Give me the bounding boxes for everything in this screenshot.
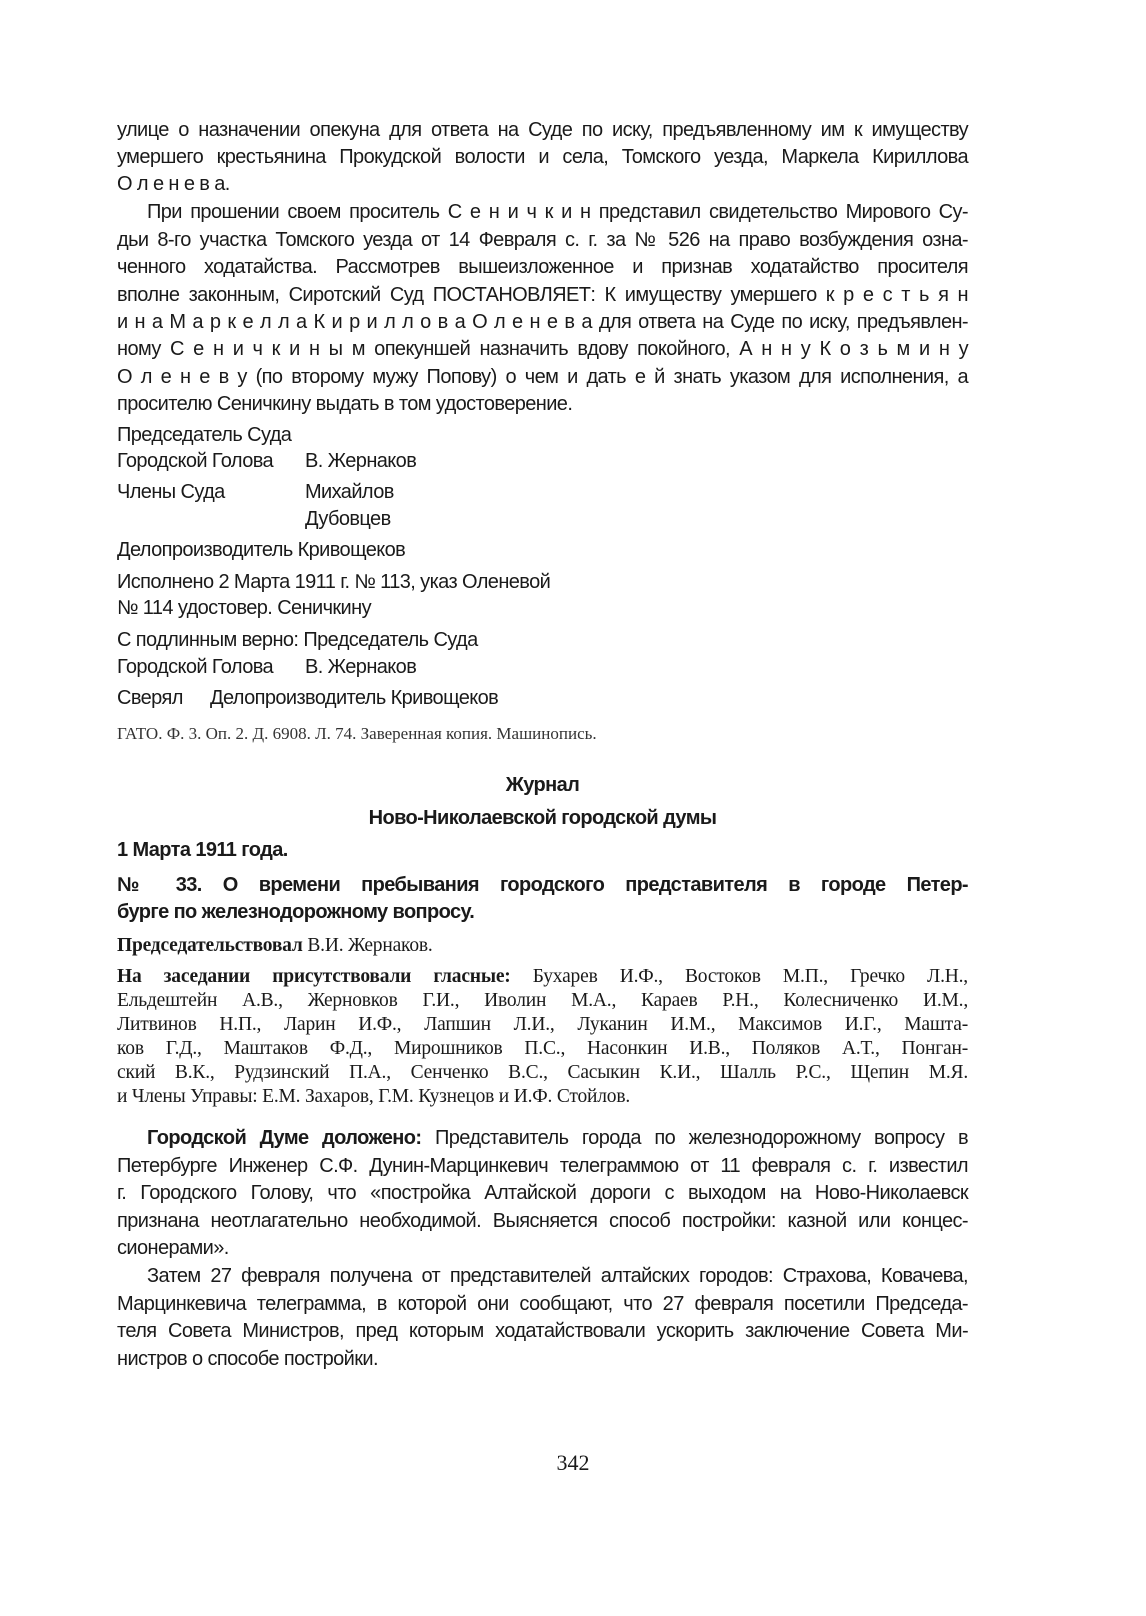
text-line: При прошении своем проситель С е н и ч к и н представил свидетельство Мирового Су- <box>147 201 968 223</box>
text-line: Затем 27 февраля получена от представителей алтайских городов: Страхова, Ковачева, <box>147 1265 968 1287</box>
signature-members-label: Члены Суда <box>117 481 225 503</box>
signature-member: Михайлов <box>305 481 394 503</box>
text-line: теля Совета Министров, пред которым ходатайствовали ускорить заключение Совета Ми- <box>117 1320 968 1342</box>
text-line: Марцинкевича телеграмма, в которой они сообщают, что 27 февраля посетили Председа- <box>117 1293 968 1315</box>
signature-mayor-name: В. Жернаков <box>305 450 417 472</box>
signature-mayor-name: В. Жернаков <box>305 656 417 678</box>
signature-member: Дубовцев <box>305 508 391 530</box>
text-line: и н а М а р к е л л а К и р и л л о в а О л е н е в а для ответа на Суде по иску, предъявлен- <box>117 311 968 333</box>
present-line: и Члены Управы: Е.М. Захаров, Г.М. Кузнецов и И.Ф. Стойлов. <box>117 1086 630 1107</box>
reported-text: Представитель города по железнодорожному вопросу в <box>435 1127 968 1149</box>
item-heading: бурге по железнодорожному вопросу. <box>117 901 475 923</box>
signature-mayor-label: Городской Голова <box>117 450 274 472</box>
present-line <box>117 965 968 989</box>
present-label: На заседании присутствовали гласные: <box>117 966 511 987</box>
text-line: умершего крестьянина Прокудской волости и села, Томского уезда, Маркела Кириллова <box>117 146 968 168</box>
text-line: просителю Сеничкину выдать в том удостоверение. <box>117 393 573 415</box>
text-line: О л е н е в а. <box>117 173 230 195</box>
execution-note: № 114 удостовер. Сеничкину <box>117 597 371 619</box>
text-line: улице о назначении опекуна для ответа на Суде по иску, предъявленному им к имуществу <box>117 119 968 141</box>
journal-subtitle: Ново-Николаевской городской думы <box>368 807 717 829</box>
text-line: нистров о способе постройки. <box>117 1348 378 1370</box>
chaired-label: Председательствовал <box>117 935 303 956</box>
present-line: Ельдештейн А.В., Жерновков Г.И., Иволин М.А., Караев Р.Н., Колесниченко И.М., <box>117 990 968 1011</box>
text-line <box>147 1125 968 1151</box>
journal-date: 1 Марта 1911 года. <box>117 839 288 861</box>
chaired-name: В.И. Жернаков. <box>307 935 433 956</box>
text-line: вполне законным, Сиротский Суд ПОСТАНОВЛЯЕТ: К имуществу умершего к р е с т ь я н <box>117 284 968 306</box>
execution-note: Исполнено 2 Марта 1911 г. № 113, указ Оленевой <box>117 571 551 593</box>
chaired-line <box>117 934 968 958</box>
present-line: Литвинов Н.П., Ларин И.Ф., Лапшин Л.И., Луканин И.М., Максимов И.Г., Машта- <box>117 1014 968 1035</box>
present-line: ский В.К., Рудзинский П.А., Сенченко В.С., Сасыкин К.И., Шалль Р.С., Щепин М.Я. <box>117 1062 968 1083</box>
item-heading: № 33. О времени пребывания городского представителя в городе Петер- <box>117 874 968 896</box>
text-line: Петербурге Инженер С.Ф. Дунин-Марцинкевич телеграммою от 11 февраля с. г. известил <box>117 1155 968 1177</box>
text-line: дьи 8-го участка Томского уезда от 14 Февраля с. г. за № 526 на право возбуждения озна- <box>117 229 968 251</box>
present-names: Бухарев И.Ф., Востоков М.П., Гречко Л.Н., <box>532 966 968 987</box>
signature-mayor-label: Городской Голова <box>117 656 274 678</box>
signature-clerk: Делопроизводитель Кривощеков <box>117 539 406 561</box>
source-note: ГАТО. Ф. 3. Оп. 2. Д. 6908. Л. 74. Заверенная копия. Машинопись. <box>117 724 597 743</box>
text-line: ному С е н и ч к и н ы м опекуншей назначить вдову покойного, А н н у К о з ь м и н у <box>117 338 968 360</box>
checked-label: Сверял <box>117 687 183 709</box>
text-line: ченного ходатайства. Рассмотрев вышеизложенное и признав ходатайство просителя <box>117 256 968 278</box>
text-line: г. Городского Голову, что «постройка Алтайской дороги с выходом на Ново-Николаевск <box>117 1182 968 1204</box>
reported-label: Городской Думе доложено: <box>147 1127 422 1149</box>
certified-note: С подлинным верно: Председатель Суда <box>117 629 478 651</box>
text-line: сионерами». <box>117 1237 229 1259</box>
page-number: 342 <box>556 1450 590 1475</box>
present-line: ков Г.Д., Маштаков Ф.Д., Мирошников П.С., Насонкин И.В., Поляков А.Т., Понган- <box>117 1038 968 1059</box>
text-line: признана неотлагательно необходимой. Выясняется способ постройки: казной или концес- <box>117 1210 968 1232</box>
signature-chairman: Председатель Суда <box>117 424 292 446</box>
text-line: О л е н е в у (по второму мужу Попову) о чем и дать е й знать указом для исполнения, а <box>117 366 968 388</box>
checked-name: Делопроизводитель Кривощеков <box>210 687 499 709</box>
journal-title: Журнал <box>505 774 580 796</box>
